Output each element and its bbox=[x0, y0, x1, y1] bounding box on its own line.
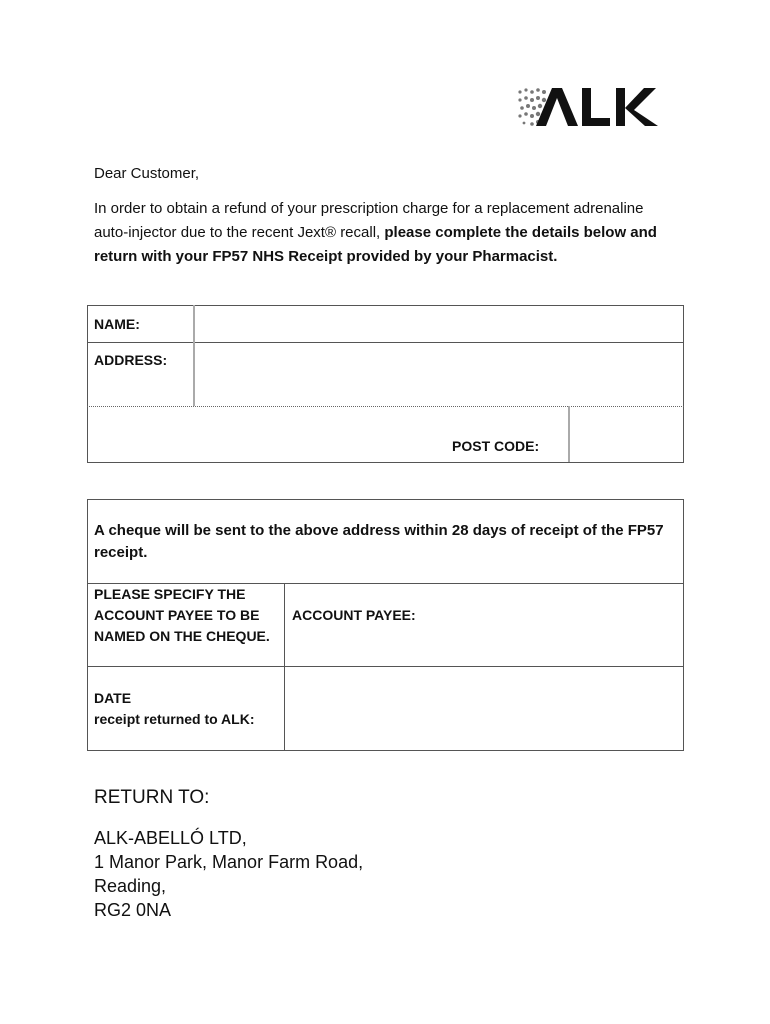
account-payee-label: ACCOUNT PAYEE: bbox=[292, 607, 416, 623]
account-payee-field[interactable] bbox=[430, 584, 683, 665]
name-label: NAME: bbox=[94, 316, 140, 332]
date-sub-label: receipt returned to ALK: bbox=[94, 711, 255, 727]
address-line: RG2 0NA bbox=[94, 900, 172, 920]
alk-logo bbox=[516, 86, 666, 128]
greeting: Dear Customer, bbox=[94, 165, 200, 182]
date-field[interactable] bbox=[286, 667, 683, 749]
address-label: ADDRESS: bbox=[94, 352, 168, 368]
address-field[interactable] bbox=[196, 343, 683, 405]
name-field[interactable] bbox=[196, 306, 683, 341]
divider bbox=[284, 583, 285, 750]
return-to-heading: RETURN TO: bbox=[94, 787, 210, 808]
divider bbox=[568, 406, 570, 462]
divider bbox=[193, 305, 195, 406]
cheque-note: A cheque will be sent to the above address within 28 days of receipt of the FP57 receipt. bbox=[94, 522, 664, 561]
intro-instructions: please complete the details below and return with your FP57 NHS Receipt provided by your Pharmacist. bbox=[94, 224, 657, 265]
postcode-field[interactable] bbox=[571, 407, 683, 461]
address-line: 1 Manor Park, Manor Farm Road, bbox=[94, 852, 364, 872]
specify-payee-label: PLEASE SPECIFY THE ACCOUNT PAYEE TO BE NAMED ON THE CHEQUE. bbox=[94, 586, 270, 644]
return-address bbox=[94, 826, 363, 922]
intro-paragraph bbox=[94, 197, 664, 269]
date-label: DATE bbox=[94, 690, 132, 706]
address-line: ALK-ABELLÓ LTD, bbox=[94, 828, 247, 848]
intro-text: In order to obtain a refund of your prescription charge for a replacement adrenaline auto-injector due to the recent Jext® recall, bbox=[94, 200, 644, 241]
postcode-label: POST CODE: bbox=[452, 438, 540, 454]
address-line: Reading, bbox=[94, 876, 167, 896]
